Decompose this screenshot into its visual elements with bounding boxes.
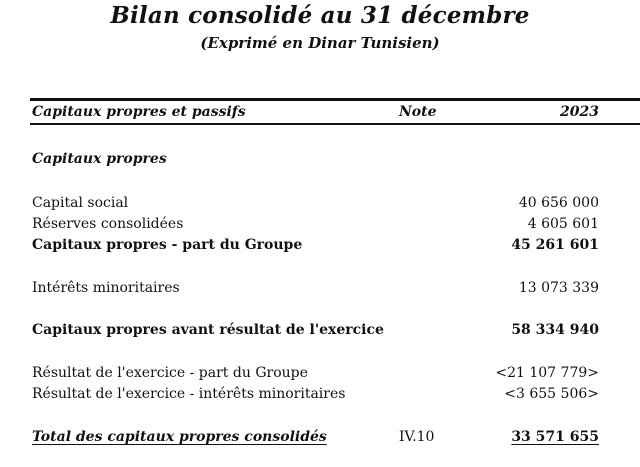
row-value: 58 334 940 [511,322,599,338]
table-row-subtotal [32,237,599,257]
row-label: Résultat de l'exercice - part du Groupe [32,365,308,381]
column-header-label: Capitaux propres et passifs [32,104,246,120]
table-row-total [32,429,599,449]
total-value: 33 571 655 [511,429,599,445]
row-value: 4 605 601 [527,216,599,232]
document-title: Bilan consolidé au 31 décembre [110,2,530,29]
section-title: Capitaux propres [32,151,167,167]
total-note: IV.10 [399,429,435,445]
table-row [32,365,599,385]
row-value: <3 655 506> [504,386,599,402]
row-label: Réserves consolidées [32,216,184,232]
row-label: Capital social [32,195,129,211]
table-row [32,280,599,300]
row-value: 45 261 601 [511,237,599,253]
row-label: Résultat de l'exercice - intérêts minoritaires [32,386,346,402]
column-header-note: Note [399,104,437,120]
row-value: <21 107 779> [495,365,599,381]
row-label: Capitaux propres - part du Groupe [32,237,303,253]
table-row-subtotal [32,322,599,342]
row-label: Capitaux propres avant résultat de l'exercice [32,322,384,338]
row-value: 13 073 339 [518,280,599,296]
total-label: Total des capitaux propres consolidés [32,429,327,445]
row-value: 40 656 000 [518,195,599,211]
table-row [32,386,599,406]
header-bottom-rule [30,123,640,125]
table-row [32,216,599,236]
column-header-year: 2023 [560,104,599,120]
document-subtitle: (Exprimé en Dinar Tunisien) [200,34,440,52]
row-label: Intérêts minoritaires [32,280,180,296]
table-row [32,195,599,215]
section-heading-row [32,151,599,171]
header-top-rule [30,98,640,101]
